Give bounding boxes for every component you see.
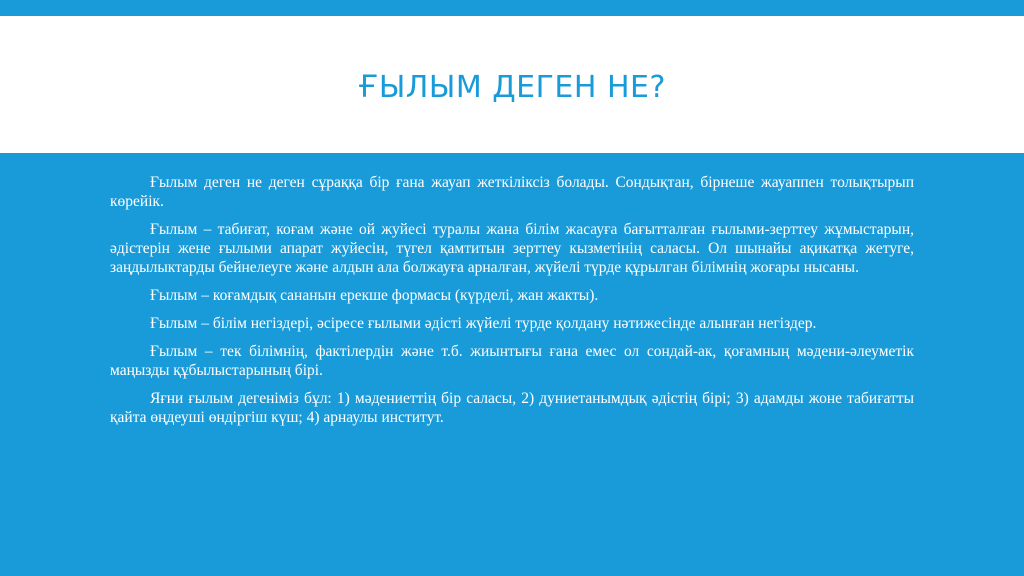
paragraph-definition-1: Ғылым – табиғат, коғам және ой жуйесі туралы жана білім жасауға бағытталған ғылыми-зерттеу жұмыстарын, әдістерін жене ғылыми апарат жуйесін, түгел қамтитын зерттеу кызметінің саласы. Ол шынайы ақикатқа жетуге, заңдылыктарды бейнелеуге және алдын ала болжауға арналған, жүйелі түрде құрылган білімнің жоғары нысаны. bbox=[110, 221, 914, 276]
slide-title: ҒЫЛЫМ ДЕГЕН НЕ? bbox=[358, 70, 666, 105]
content-area bbox=[0, 153, 1024, 576]
paragraph-definition-3: Ғылым – білім негіздері, әсіресе ғылыми әдісті жүйелі турде қолдану нәтижесінде алынған негіздер. bbox=[150, 315, 817, 332]
body-text bbox=[110, 173, 914, 436]
paragraph-definition-2: Ғылым – коғамдық сананын ерекше формасы (күрделі, жан жакты). bbox=[150, 287, 599, 304]
paragraph-definition-4: Ғылым – тек білімнің, фактілердін және т.б. жиынтығы ғана емес ол сондай-ак, қоғамның мәдени-әлеуметік маңызды құбылыстарының бірі. bbox=[110, 343, 914, 379]
paragraph-summary: Яғни ғылым дегеніміз бұл: 1) мәдениеттің бір саласы, 2) дуниетанымдық әдістің бірі; 3) адамды жоне табиғатты қайта өңдеуші өндіргіш күш; 4) арнаулы институт. bbox=[110, 390, 914, 426]
top-accent-strip bbox=[0, 0, 1024, 16]
paragraph-intro: Ғылым деген не деген сұраққа бір ғана жауап жеткіліксіз болады. Сондықтан, бірнеше жауаппен толықтырып көрейік. bbox=[110, 174, 914, 210]
title-area bbox=[0, 16, 1024, 153]
